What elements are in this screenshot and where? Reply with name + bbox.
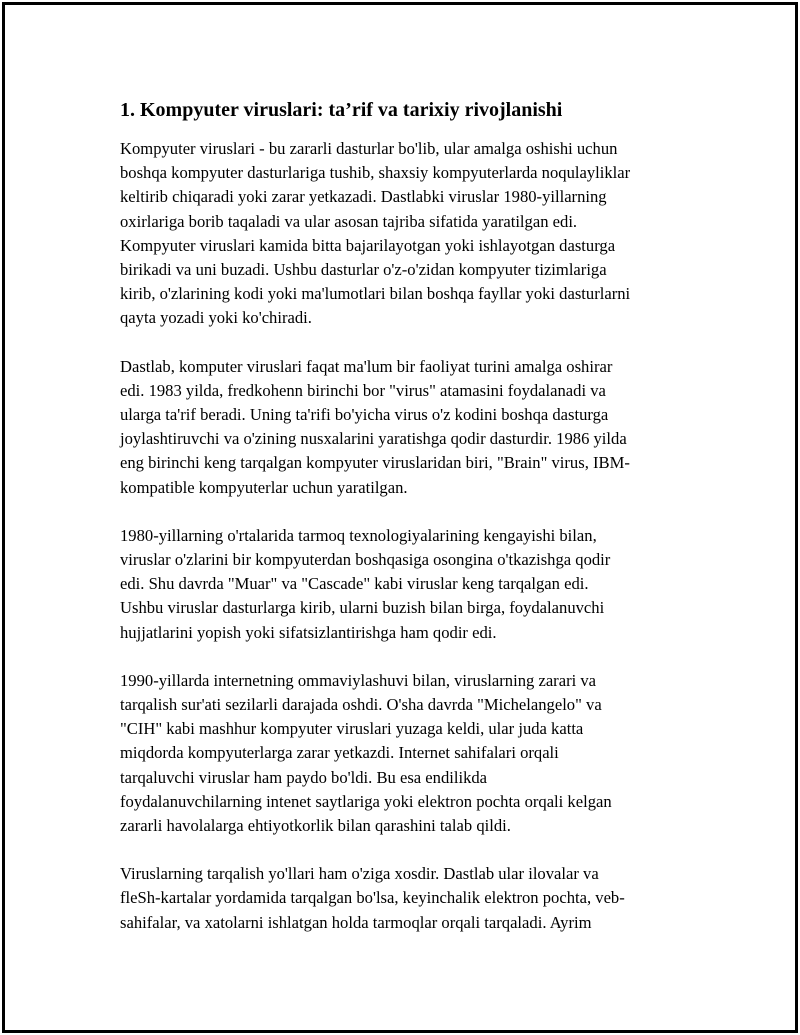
text-line: foydalanuvchilarning intenet saytlariga yoki elektron pochta orqali kelgan — [120, 791, 612, 811]
text-line: "CIH" kabi mashhur kompyuter viruslari yuzaga keldi, ular juda katta — [120, 719, 584, 739]
text-line: Kompyuter viruslari - bu zararli dasturlar bo'lib, ular amalga oshishi uchun — [120, 139, 618, 158]
section-heading: 1. Kompyuter viruslari: ta’rif va tarixiy rivojlanishi — [120, 99, 563, 121]
text-line: miqdorda kompyuterlarga zarar yetkazdi. Internet sahifalari orqali — [120, 743, 559, 763]
text-line: 1980-yillarning o'rtalarida tarmoq texnologiyalarining kengayishi bilan, — [120, 525, 597, 545]
text-line: joylashtiruvchi va o'zining nusxalarini yaratishga qodir dasturdir. 1986 yilda — [120, 429, 627, 449]
text-line: sahifalar, va xatolarni ishlatgan holda tarmoqlar orqali tarqaladi. Ayrim — [120, 912, 592, 932]
text-line: eng birinchi keng tarqalgan kompyuter viruslaridan biri, "Brain" virus, IBM- — [120, 453, 630, 473]
paragraph-early-history — [120, 355, 695, 500]
text-line: boshqa kompyuter dasturlariga tushib, shaxsiy kompyuterlarda noqulayliklar — [120, 163, 631, 183]
paragraph-internet-era — [120, 669, 695, 838]
page-frame — [2, 2, 798, 1033]
text-line: viruslar o'zlarini bir kompyuterdan boshqasiga osongina o'tkazishga qodir — [120, 550, 611, 570]
text-line: tarqalish sur'ati sezilarli darajada oshdi. O'sha davrda "Michelangelo" va — [120, 695, 602, 715]
text-line: Viruslarning tarqalish yo'llari ham o'ziga xosdir. Dastlab ular ilovalar va — [120, 864, 599, 884]
paragraph-spread-routes — [120, 862, 695, 935]
document-body — [120, 97, 695, 959]
text-line: oxirlariga borib taqaladi va ular asosan tajriba sifatida yaratilgan edi. — [120, 211, 578, 231]
text-line: 1990-yillarda internetning ommaviylashuvi bilan, viruslarning zarari va — [120, 670, 597, 690]
text-line: birikadi va uni buzadi. Ushbu dasturlar o'z-o'zidan kompyuter tizimlariga — [120, 260, 607, 280]
text-line: edi. Shu davrda "Muar" va "Cascade" kabi viruslar keng tarqalgan edi. — [120, 574, 589, 594]
text-line: tarqaluvchi viruslar ham paydo bo'ldi. Bu esa endilikda — [120, 767, 488, 787]
text-line: ularga ta'rif beradi. Uning ta'rifi bo'yicha virus o'z kodini boshqa dasturga — [120, 405, 609, 425]
paragraph-definition — [120, 137, 695, 331]
text-line: edi. 1983 yilda, fredkohenn birinchi bor "virus" atamasini foydalanadi va — [120, 380, 606, 400]
text-line: kirib, o'zlarining kodi yoki ma'lumotlari bilan boshqa fayllar yoki dasturlarni — [120, 284, 631, 304]
text-line: Dastlab, komputer viruslari faqat ma'lum bir faoliyat turini amalga oshirar — [120, 356, 613, 376]
paragraph-network-era — [120, 524, 695, 645]
text-line: Ushbu viruslar dasturlarga kirib, ularni buzish bilan birga, foydalanuvchi — [120, 598, 605, 618]
text-line: kompatible kompyuterlar uchun yaratilgan. — [120, 477, 408, 497]
text-line: hujjatlarini yopish yoki sifatsizlantirishga ham qodir edi. — [120, 622, 497, 642]
text-line: qayta yozadi yoki ko'chiradi. — [120, 308, 312, 328]
text-line: zararli havolalarga ehtiyotkorlik bilan qarashini talab qildi. — [120, 816, 511, 836]
text-line: keltirib chiqaradi yoki zarar yetkazadi. Dastlabki viruslar 1980-yillarning — [120, 187, 607, 207]
text-line: fleSh-kartalar yordamida tarqalgan bo'lsa, keyinchalik elektron pochta, veb- — [120, 888, 625, 908]
text-line: Kompyuter viruslari kamida bitta bajarilayotgan yoki ishlayotgan dasturga — [120, 235, 616, 255]
